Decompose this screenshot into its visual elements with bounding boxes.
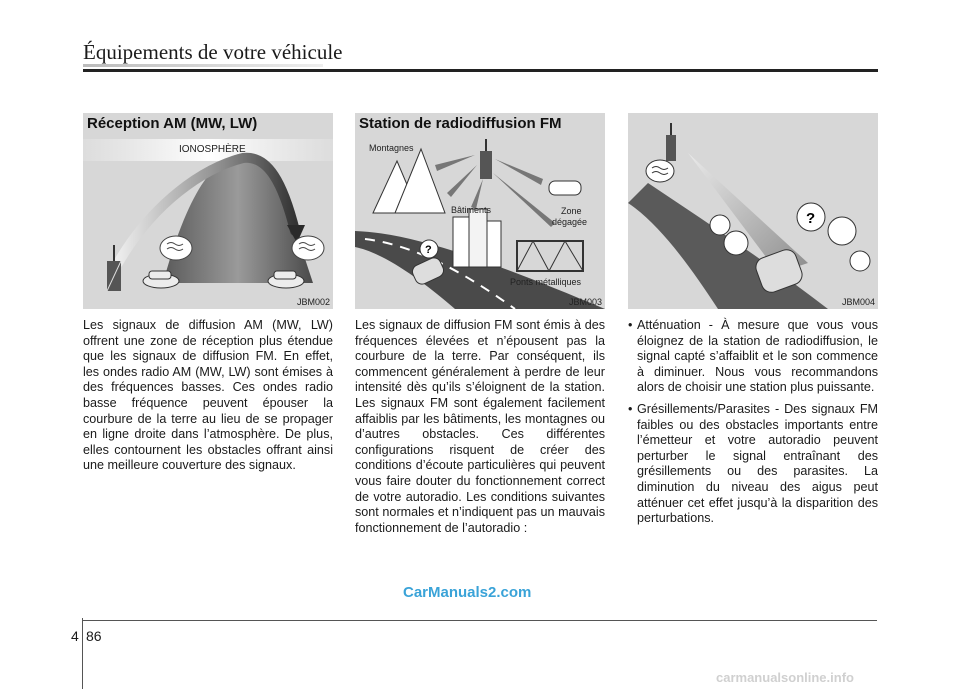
watermark-link[interactable]: CarManuals2.com	[403, 584, 532, 601]
mountains-icon	[373, 149, 445, 213]
column-fm-text: Les signaux de diffusion FM sont émis à des fréquences élevées et n’épousent pas la courbure de la terre. Par conséquent, ils commencent généralement à perdre de leur intensité dès qu’ils s’éloignent de la station. Les signaux FM sont également facilement affaiblis par les bâtiments, les montagnes ou d’autres obstacles. Ces différentes configurations risquent de créer des conditions d’écoute particulières qui peuvent vous faire douter du fonctionnement correct de votre autoradio. Les conditions suivantes sont normales et n’indiquent pas un mauvais fonctionnement de l’autoradio :	[355, 318, 605, 535]
figure-road-scene	[628, 113, 878, 309]
bridges-label: Ponts métalliques	[510, 277, 582, 287]
svg-text:?: ?	[806, 210, 816, 227]
figure-fm-station	[355, 113, 605, 309]
signal-bubble-icon	[292, 236, 324, 260]
question-bubble-icon	[797, 203, 825, 231]
column-bullets	[628, 318, 878, 533]
figure-title: Station de radiodiffusion FM	[359, 115, 562, 132]
column-am-text: Les signaux de diffusion AM (MW, LW) offrent une zone de réception plus étendue que les signaux de diffusion FM. En effet, les ondes radio AM (MW, LW) sont émises à des fréquences basses. Ces ondes radio basse fréquence peuvent épouser la courbure de la terre au lieu de se propager en ligne droite dans l’atmosphère. De plus, elles contournent les obstacles offrant ainsi une meilleure couverture des signaux.	[83, 318, 333, 473]
list-item: • Grésillements/Parasites - Des signaux FM faibles ou des obstacles importants entre l’émetteur et votre autoradio peuvent perturber le signal entraînant des grésillements ou des parasites. La diminution du niveau des aigus peut atténuer cet effet jusqu’à la disparition des perturbations.	[628, 402, 878, 527]
signal-bubble-icon	[160, 236, 192, 260]
am-reception-illustration	[83, 113, 333, 309]
section-number: 4	[71, 628, 79, 644]
radio-tower-icon	[480, 139, 492, 179]
figure-am-reception	[83, 113, 333, 309]
conditions-list	[628, 318, 878, 527]
figure-title: Réception AM (MW, LW)	[87, 115, 258, 132]
site-watermark: carmanualsonline.info	[716, 670, 854, 685]
ionosphere-label: IONOSPHÈRE	[179, 144, 246, 155]
clear-zone-label-line1: Zone	[561, 206, 582, 216]
signal-arrows	[435, 155, 555, 227]
footer-divider	[82, 618, 83, 689]
figure-code: JBM003	[568, 297, 602, 307]
list-item: • Atténuation - À mesure que vous vous éloignez de la station de radiodiffusion, le signal capté s’affaiblit et le son commence à diminuer. Nous vous recommandons alors de choisir une station plus puissante.	[628, 318, 878, 396]
question-bubble-icon	[420, 240, 438, 258]
page-number: 86	[86, 628, 102, 644]
road-scene-illustration	[628, 113, 878, 309]
header-accent-bar	[83, 64, 323, 67]
svg-text:?: ?	[425, 244, 432, 256]
clear-zone-label-line2: dégagée	[552, 217, 588, 227]
mountains-label: Montagnes	[369, 143, 414, 153]
footer-rule	[82, 620, 877, 621]
buildings-icon	[453, 209, 501, 267]
steel-bridge-icon	[517, 241, 583, 271]
radio-tower-icon	[666, 123, 676, 161]
signal-bubble-icon	[646, 160, 674, 182]
page-header-title: Équipements de votre véhicule	[83, 40, 343, 64]
buildings-label: Bâtiments	[451, 205, 492, 215]
car-icon	[549, 181, 581, 195]
header-rule	[83, 69, 878, 72]
figure-code: JBM002	[296, 297, 330, 307]
figure-code: JBM004	[841, 297, 875, 307]
